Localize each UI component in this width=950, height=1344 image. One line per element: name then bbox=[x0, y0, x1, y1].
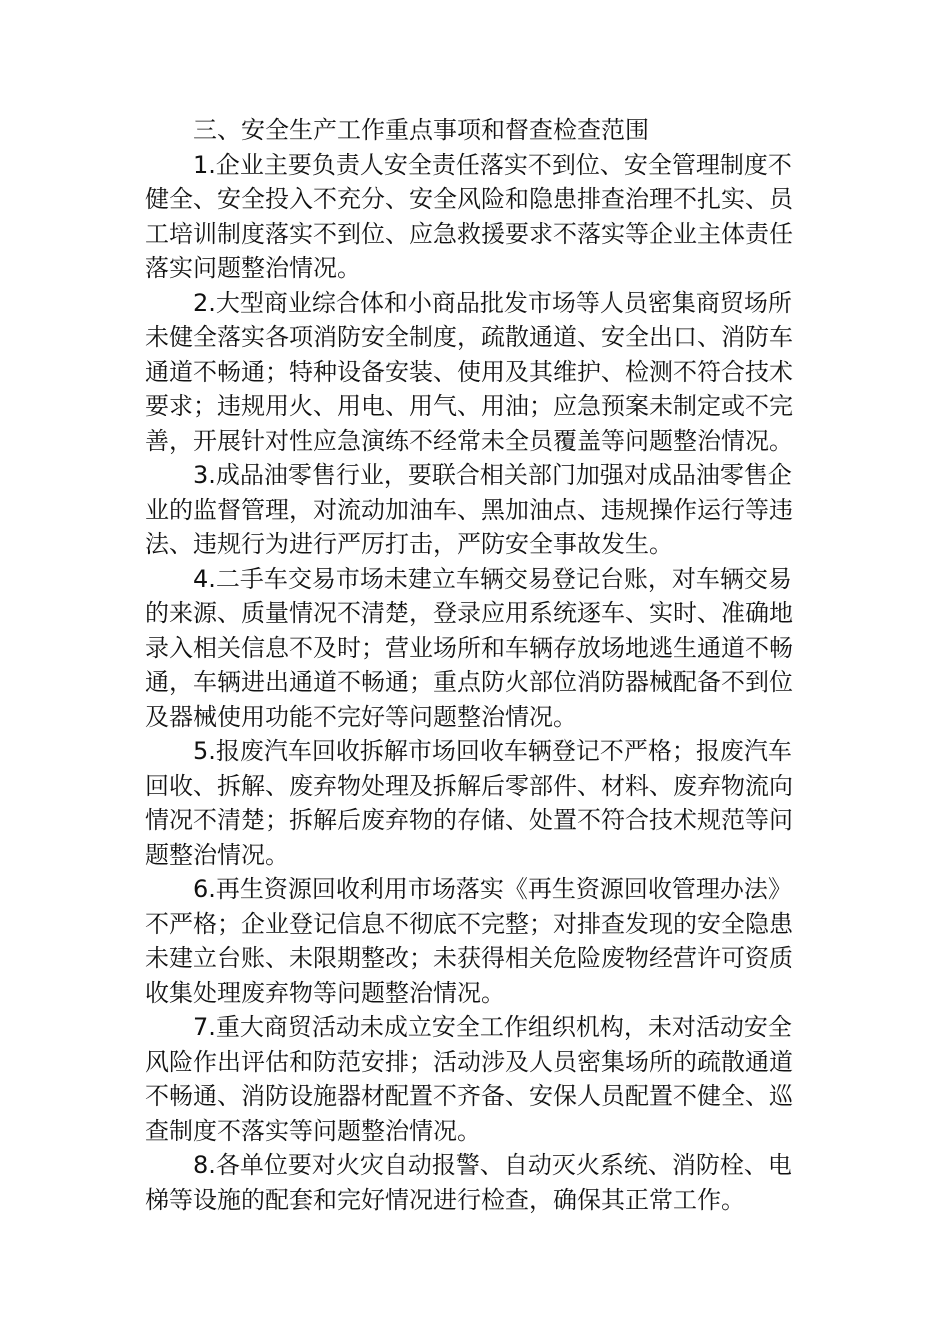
paragraph-item-8 bbox=[145, 1148, 808, 1217]
paragraph-line: 不严格；企业登记信息不彻底不完整；对排查发现的安全隐患 bbox=[145, 909, 793, 938]
paragraph-line: 2.大型商业综合体和小商品批发市场等人员密集商贸场所 bbox=[193, 288, 792, 317]
paragraph-line: 查制度不落实等问题整治情况。 bbox=[145, 1116, 481, 1145]
paragraph-line: 7.重大商贸活动未成立安全工作组织机构，未对活动安全 bbox=[193, 1013, 792, 1041]
paragraph-line: 法、违规行为进行严厉打击，严防安全事故发生。 bbox=[145, 530, 673, 558]
paragraph-line: 8.各单位要对火灾自动报警、自动灭火系统、消防栓、电 bbox=[193, 1151, 792, 1179]
paragraph-line: 及器械使用功能不完好等问题整治情况。 bbox=[145, 702, 577, 731]
paragraph-line: 风险作出评估和防范安排；活动涉及人员密集场所的疏散通道 bbox=[145, 1047, 793, 1076]
paragraph-line: 工培训制度落实不到位、应急救援要求不落实等企业主体责任 bbox=[145, 219, 793, 248]
paragraph-line: 善，开展针对性应急演练不经常未全员覆盖等问题整治情况。 bbox=[145, 426, 793, 455]
paragraph-line: 健全、安全投入不充分、安全风险和隐患排查治理不扎实、员 bbox=[145, 185, 793, 213]
paragraph-line: 情况不清楚；拆解后废弃物的存储、处置不符合技术规范等问 bbox=[145, 806, 793, 834]
section-heading: 三、安全生产工作重点事项和督查检查范围 bbox=[193, 116, 649, 144]
paragraph-line: 录入相关信息不及时；营业场所和车辆存放场地逃生通道不畅 bbox=[145, 633, 793, 662]
paragraph-line: 4.二手车交易市场未建立车辆交易登记台账，对车辆交易 bbox=[193, 564, 792, 593]
paragraph-line: 3.成品油零售行业，要联合相关部门加强对成品油零售企 bbox=[193, 461, 792, 489]
paragraph-line: 不畅通、消防设施器材配置不齐备、安保人员配置不健全、巡 bbox=[145, 1082, 793, 1110]
paragraph-line: 题整治情况。 bbox=[145, 840, 289, 869]
paragraph-line: 通，车辆进出通道不畅通；重点防火部位消防器械配备不到位 bbox=[145, 668, 793, 696]
paragraph-item-1 bbox=[145, 148, 808, 286]
paragraph-item-6 bbox=[145, 872, 808, 1010]
paragraph-line: 业的监督管理，对流动加油车、黑加油点、违规操作运行等违 bbox=[145, 495, 793, 524]
paragraph-line: 6.再生资源回收利用市场落实《再生资源回收管理办法》 bbox=[193, 875, 792, 903]
paragraph-item-5 bbox=[145, 734, 808, 872]
paragraph-line: 落实问题整治情况。 bbox=[145, 254, 361, 282]
paragraph-line: 要求；违规用火、用电、用气、用油；应急预案未制定或不完 bbox=[145, 392, 793, 420]
paragraph-line: 梯等设施的配套和完好情况进行检查，确保其正常工作。 bbox=[145, 1185, 745, 1214]
paragraph-line: 未建立台账、未限期整改；未获得相关危险废物经营许可资质 bbox=[145, 944, 793, 972]
paragraph-line: 的来源、质量情况不清楚，登录应用系统逐车、实时、准确地 bbox=[145, 599, 793, 627]
paragraph-line: 未健全落实各项消防安全制度，疏散通道、安全出口、消防车 bbox=[145, 323, 793, 351]
paragraph-line: 5.报废汽车回收拆解市场回收车辆登记不严格；报废汽车 bbox=[193, 737, 792, 765]
paragraph-item-7 bbox=[145, 1010, 808, 1148]
paragraph-item-4 bbox=[145, 562, 808, 735]
paragraph-line: 通道不畅通；特种设备安装、使用及其维护、检测不符合技术 bbox=[145, 357, 793, 386]
paragraph-line: 1.企业主要负责人安全责任落实不到位、安全管理制度不 bbox=[193, 150, 792, 179]
paragraph-line: 回收、拆解、废弃物处理及拆解后零部件、材料、废弃物流向 bbox=[145, 771, 793, 800]
document-body bbox=[145, 113, 808, 1217]
paragraph-line: 收集处理废弃物等问题整治情况。 bbox=[145, 978, 505, 1007]
paragraph-item-3 bbox=[145, 458, 808, 562]
paragraph-item-2 bbox=[145, 286, 808, 459]
paragraph-list bbox=[145, 148, 808, 1218]
